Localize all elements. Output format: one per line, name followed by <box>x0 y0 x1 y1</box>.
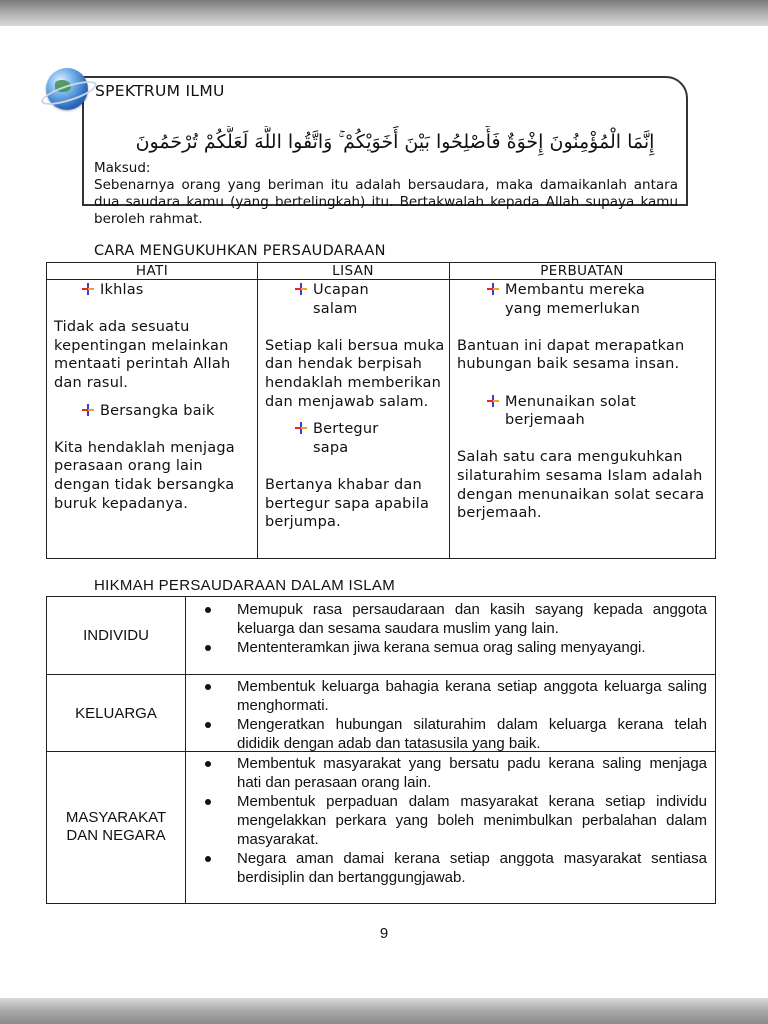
page-edge-top <box>0 0 768 26</box>
plus-bullet-icon <box>487 395 499 407</box>
bullet-bertegur-sapa-line2: sapa <box>313 439 349 456</box>
plus-bullet-icon <box>487 283 499 295</box>
cara-heading: CARA MENGUKUHKAN PERSAUDARAAN <box>94 243 386 259</box>
column-perbuatan <box>457 281 709 523</box>
lisan-text-1: Setiap kali bersua muka dan hendak berpisah hendaklah memberikan dan menjawab salam. <box>265 337 445 410</box>
bullet-ikhlas: Ikhlas <box>54 281 250 300</box>
quran-verse-arabic: إِنَّمَا الْمُؤْمِنُونَ إِخْوَةٌ فَأَصْلِحُوا بَيْنَ أَخَوَيْكُمْ ۚ وَاتَّقُوا اللَّهَ لَعَلَّكُمْ تُرْحَمُونَ <box>135 131 655 153</box>
cell-individu <box>205 600 707 657</box>
column-hati <box>54 281 250 513</box>
maksud-label: Maksud: <box>94 160 151 176</box>
header-hati: HATI <box>135 263 169 279</box>
list-item: Negara aman damai kerana setiap anggota masyarakat sentiasa berdisiplin dan bertanggungjawab. <box>205 849 707 887</box>
label-individu: INDIVIDU <box>83 627 149 644</box>
column-lisan <box>265 281 445 532</box>
bullet-membantu: Membantu mereka <box>457 281 709 300</box>
list-item: Memupuk rasa persaudaraan dan kasih sayang kepada anggota keluarga dan sesama saudara muslim yang lain. <box>205 600 707 638</box>
cara-table <box>46 262 716 559</box>
label-keluarga: KELUARGA <box>75 705 157 722</box>
page-edge-bottom <box>0 998 768 1024</box>
list-item: Membentuk perpaduan dalam masyarakat kerana setiap individu mengelakkan perkara yang boleh menimbulkan perbalahan dalam masyarakat. <box>205 792 707 849</box>
spektrum-title: SPEKTRUM ILMU <box>95 82 225 100</box>
header-lisan: LISAN <box>332 263 374 279</box>
list-item: Mententeramkan jiwa kerana semua orag saling menyayangi. <box>205 638 707 657</box>
cell-masyarakat <box>205 754 707 887</box>
plus-bullet-icon <box>295 283 307 295</box>
maksud-translation: Sebenarnya orang yang beriman itu adalah bersaudara, maka damaikanlah antara dua saudara kamu (yang bertelingkah) itu. Bertakwalah kepada Allah supaya kamu beroleh rahmat. <box>94 177 678 227</box>
list-item: Mengeratkan hubungan silaturahim dalam keluarga kerana telah dididik dengan adab dan tatasusila yang baik. <box>205 715 707 753</box>
perbuatan-text-2: Salah satu cara mengukuhkan silaturahim sesama Islam adalah dengan menunaikan solat secara berjemaah. <box>457 449 705 522</box>
bullet-solat-berjemaah-line2: berjemaah <box>505 412 585 429</box>
list-item: Membentuk keluarga bahagia kerana setiap anggota keluarga saling menghormati. <box>205 677 707 715</box>
label-masyarakat: MASYARAKAT DAN NEGARA <box>65 809 167 844</box>
bullet-ucapan-salam: Ucapan <box>265 281 445 300</box>
list-item: Membentuk masyarakat yang bersatu padu kerana saling menjaga hati dan perasaan orang lain. <box>205 754 707 792</box>
cell-keluarga <box>205 677 707 753</box>
plus-bullet-icon <box>82 404 94 416</box>
plus-bullet-icon <box>82 283 94 295</box>
bullet-bertegur-sapa: Bertegur <box>265 420 445 439</box>
page-number: 9 <box>379 925 389 942</box>
bullet-ucapan-salam-line2: salam <box>313 300 358 317</box>
plus-bullet-icon <box>295 422 307 434</box>
hikmah-heading: HIKMAH PERSAUDARAAN DALAM ISLAM <box>94 577 396 594</box>
globe-icon <box>46 68 88 110</box>
hati-text-2: Kita hendaklah menjaga perasaan orang lain dengan tidak bersangka buruk kepadanya. <box>54 439 235 512</box>
hikmah-table <box>46 596 716 904</box>
perbuatan-text-1: Bantuan ini dapat merapatkan hubungan baik sesama insan. <box>457 337 685 373</box>
bullet-membantu-line2: yang memerlukan <box>505 300 640 317</box>
header-perbuatan: PERBUATAN <box>540 263 624 279</box>
lisan-text-2: Bertanya khabar dan bertegur sapa apabila berjumpa. <box>265 476 430 531</box>
bullet-bersangka-baik: Bersangka baik <box>54 402 250 421</box>
hati-text-1: Tidak ada sesuatu kepentingan melainkan mentaati perintah Allah dan rasul. <box>54 319 231 391</box>
bullet-solat-berjemaah: Menunaikan solat <box>457 393 709 412</box>
